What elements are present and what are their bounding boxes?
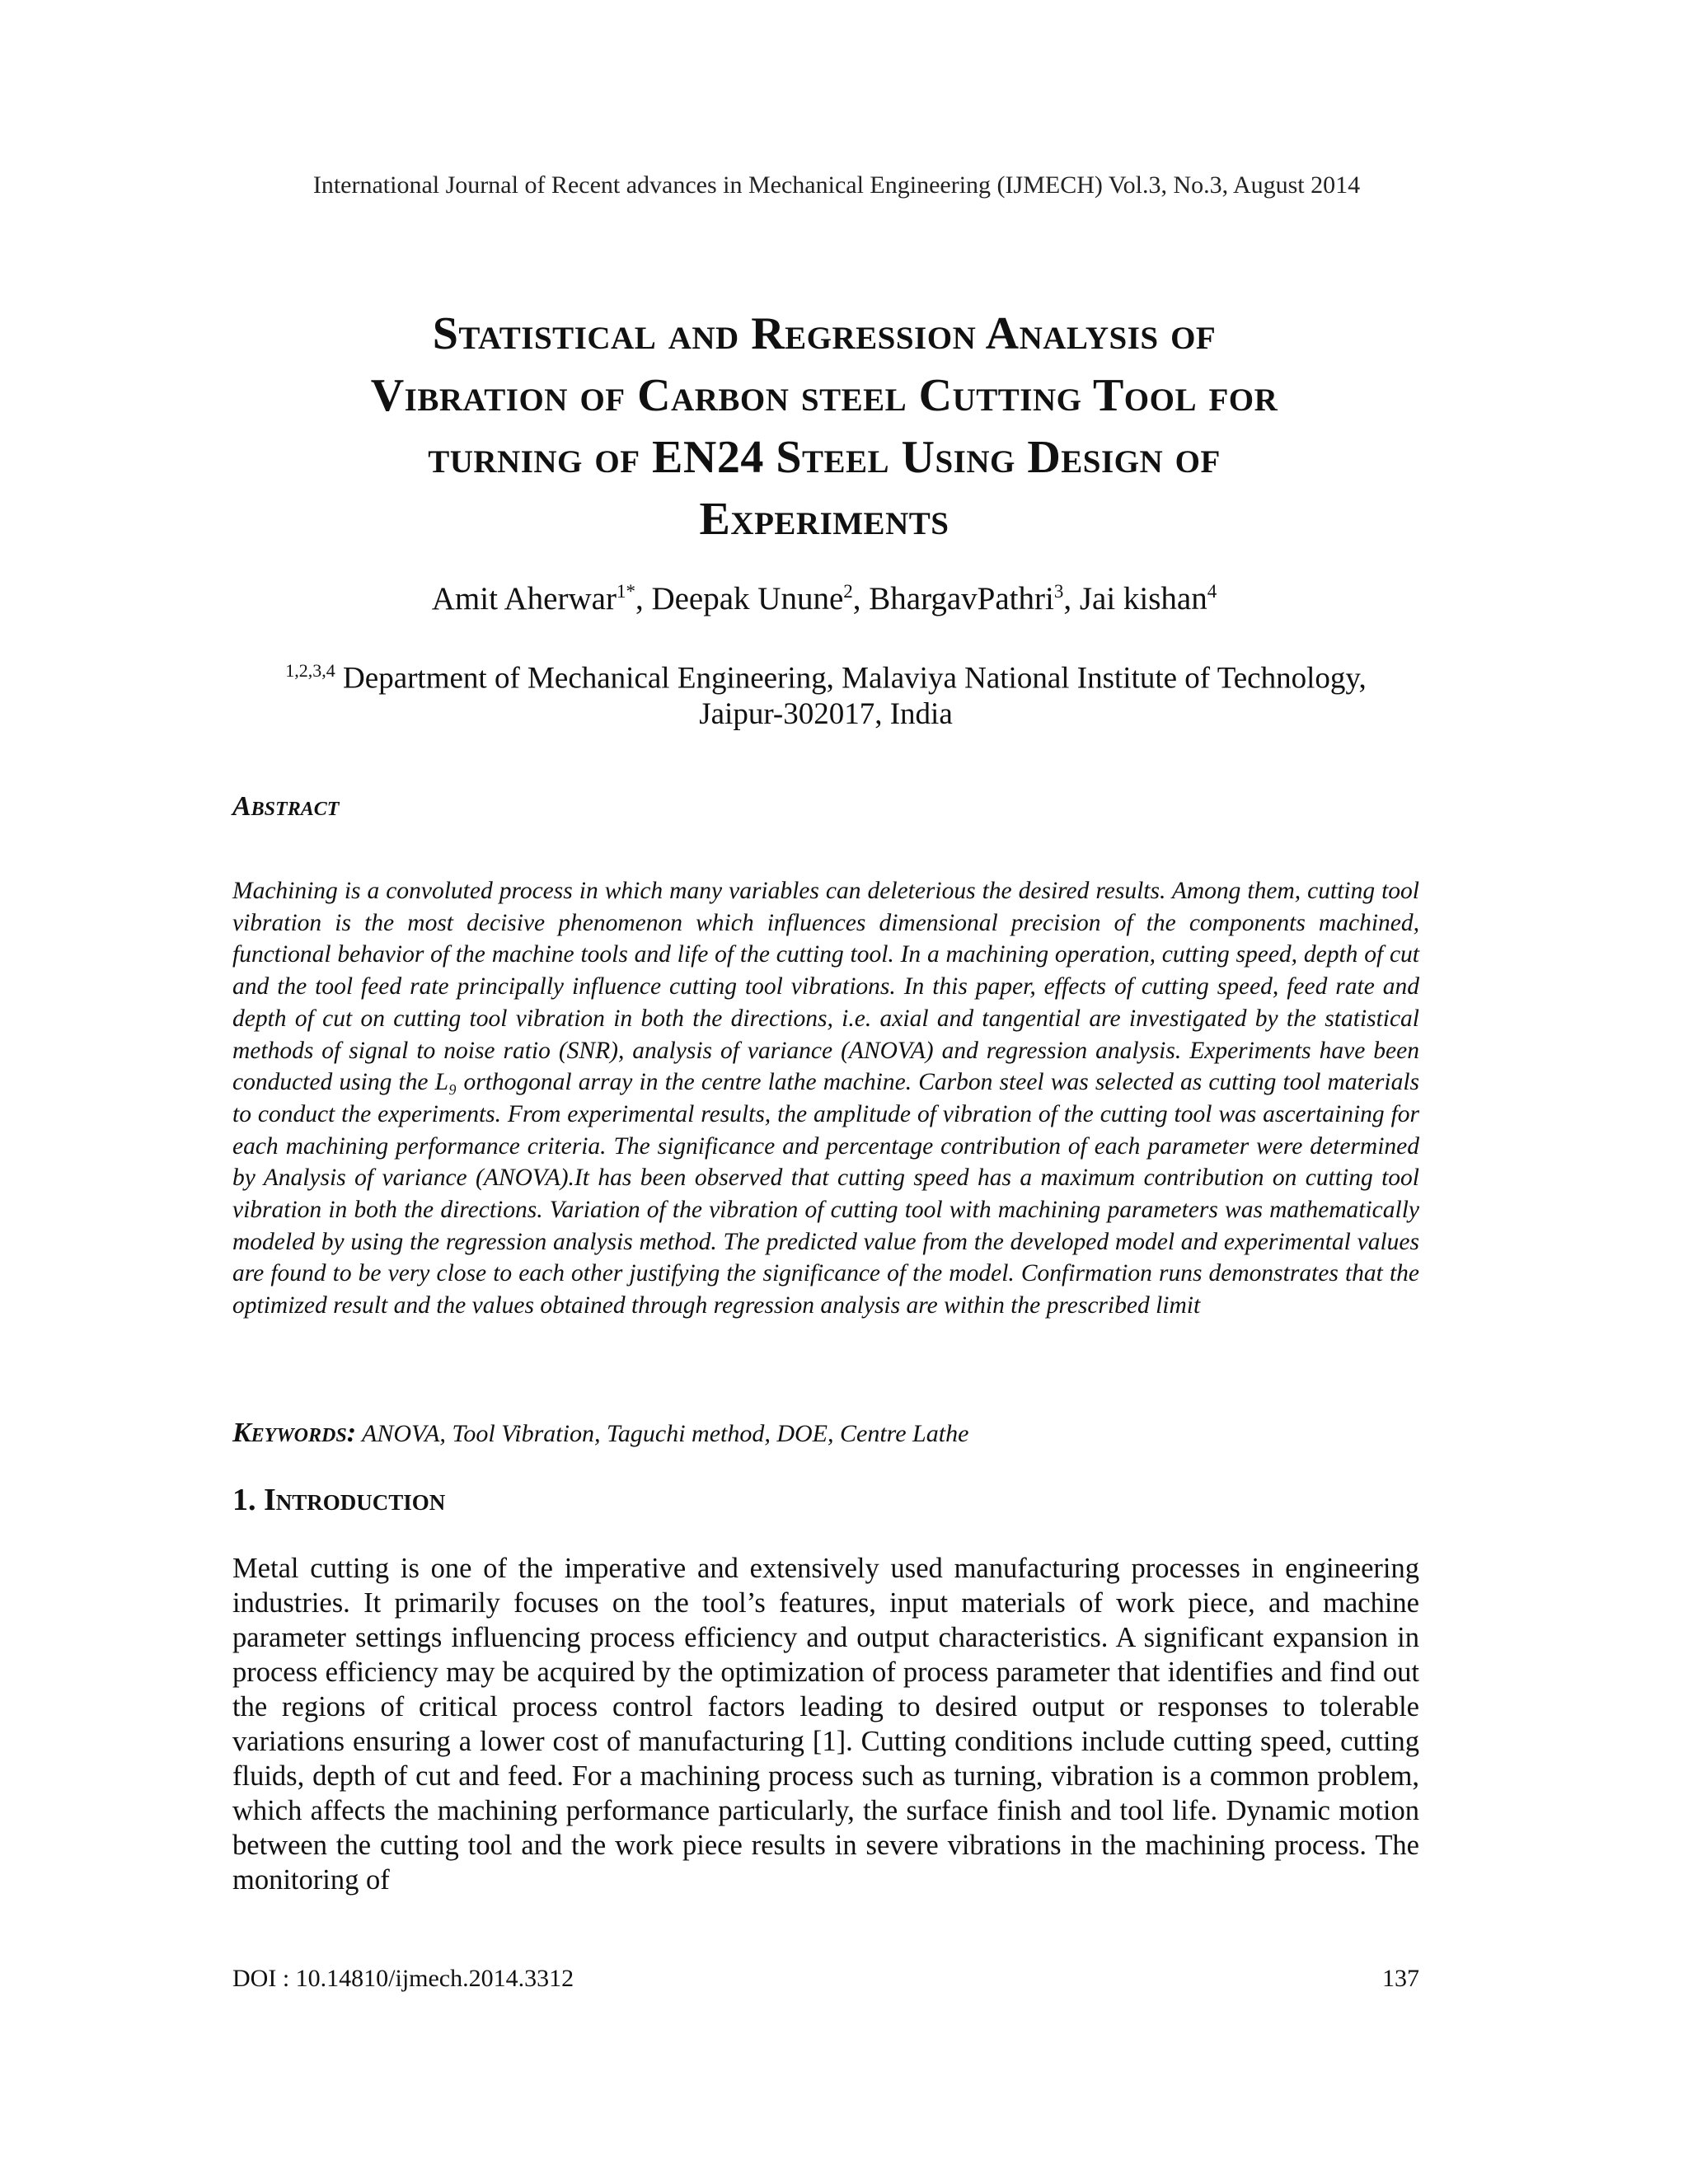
affiliation-line-1 (232, 653, 1419, 696)
author-affiliation-mark: 1* (616, 581, 635, 602)
keywords-text: ANOVA, Tool Vibration, Taguchi method, DOE, Centre Lathe (356, 1420, 969, 1447)
author-affiliation-mark: 2 (843, 581, 853, 602)
running-header: International Journal of Recent advances in Mechanical Engineering (IJMECH) Vol.3, No.3, August 2014 (312, 171, 1361, 199)
author-affiliation-mark: 3 (1053, 581, 1064, 602)
affiliation-mark: 1,2,3,4 (285, 660, 335, 681)
paper-title (198, 303, 1451, 551)
keywords (232, 1418, 1419, 1449)
introduction-text: Metal cutting is one of the imperative and extensively used manufacturing processes in engineering industries. It primarily focuses on the tool’s features, input materials of work piece, and machine parameter settings influencing process efficiency and output characteristics. A significant expansion in process efficiency may be acquired by the optimization of process parameter that identifies and find out the regions of critical process control factors leading to desired output or responses to tolerable variations ensuring a lower cost of manufacturing [1]. Cutting conditions include cutting speed, cutting fluids, depth of cut and feed. For a machining process such as turning, vibration is a common problem, which affects the machining performance particularly, the surface finish and tool life. Dynamic motion between the cutting tool and the work piece results in severe vibrations in the machining process. The monitoring of (232, 1553, 1419, 1896)
author-affiliation-mark: 4 (1207, 581, 1217, 602)
keywords-label: Keywords: (232, 1418, 357, 1448)
footer-doi: DOI : 10.14810/ijmech.2014.3312 (232, 1965, 574, 1992)
affiliation (232, 653, 1419, 733)
title-line-1: Statistical and Regression Analysis of (432, 308, 1217, 359)
abstract-heading: Abstract (232, 791, 340, 822)
affiliation-department: Department of Mechanical Engineering, Malaviya National Institute of Technology, (335, 661, 1367, 696)
author-name: , Deepak Unune (635, 581, 844, 616)
author-name: , Jai kishan (1063, 581, 1207, 616)
section-heading-introduction: 1. Introduction (232, 1483, 446, 1517)
abstract-text: Machining is a convoluted process in which many variables can deleterious the desired results. Among them, cutting tool vibration is the most decisive phenomenon which influences dimensional precision of the components machined, functional behavior of the machine tools and life of the cutting tool. In a machining operation, cutting speed, depth of cut and the tool feed rate principally influence cutting tool vibrations. In this paper, effects of cutting speed, feed rate and depth of cut on cutting tool vibration in both the directions, i.e. axial and tangential are investigated by the statistical methods of signal to noise ratio (SNR), analysis of variance (ANOVA) and regression analysis. Experiments have been conducted using the L₉ orthogonal array in the centre lathe machine. Carbon steel was selected as cutting tool materials to conduct the experiments. From experimental results, the amplitude of vibration of the cutting tool was ascertaining for each machining performance criteria. The significance and percentage contribution of each parameter were determined by Analysis of variance (ANOVA).It has been observed that cutting speed has a maximum contribution on cutting tool vibration in both the directions. Variation of the vibration of cutting tool with machining parameters was mathematically modeled by using the regression analysis method. The predicted value from the developed model and experimental values are found to be very close to each other justifying the significance of the model. Confirmation runs demonstrates that the optimized result and the values obtained through regression analysis are within the prescribed limit (232, 878, 1419, 1319)
page-number: 137 (1382, 1965, 1419, 1992)
author-name: Amit Aherwar (431, 581, 617, 616)
title-line-4: Experiments (699, 494, 950, 545)
author-list (198, 580, 1451, 617)
title-line-2: Vibration of Carbon steel Cutting Tool for (370, 370, 1278, 421)
author-name: , BhargavPathri (852, 581, 1054, 616)
affiliation-line-2: Jaipur-302017, India (699, 697, 953, 732)
title-line-3: turning of EN24 Steel Using Design of (428, 432, 1221, 483)
